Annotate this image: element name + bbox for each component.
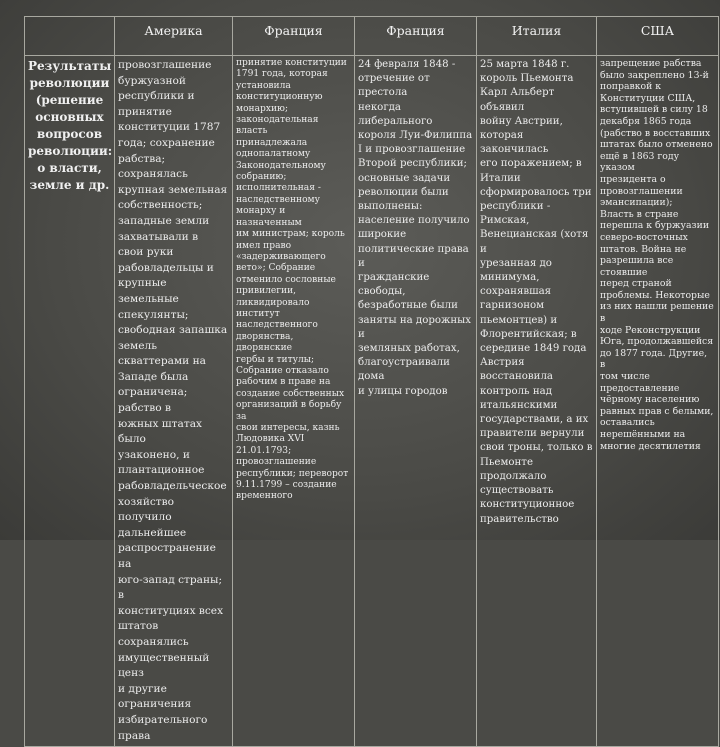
cell-italy: 25 марта 1848 г. король Пьемонта Карл Альберт объявил войну Австрии, которая закончилась его поражением; в Италии сформировалось три республики - Римская, Венецианская (хотя и урезанная до минимума, сохранявшая гарнизоном пьемонтцев) и Флорентийская; в середине 1849 года Австрия восстановила контроль над итальянскими государствами, а их правители вернули свои троны, только в Пьемонте продолжало существовать конституционное правительство [477,56,597,747]
row-header-results [25,56,115,747]
header-america: Америка [115,17,233,56]
header-france-1: Франция [233,17,355,56]
header-empty [25,17,115,56]
row-header-text: Результаты революции (решение основных вопросов революции: о власти, земле и др. [28,59,113,192]
header-italy: Италия [477,17,597,56]
cell-usa: запрещение рабства было закреплено 13-й поправкой к Конституции США, вступившей в силу 18 декабря 1865 года (рабство в восставших штатах было отменено ещё в 1863 году указом президента о провозглашении эмансипации); Власть в стране перешла к буржуазии северо-восточных штатов. Война не разрешила все стоявшие перед страной проблемы. Некоторые из них нашли решение в ходе Реконструкции Юга, продолжавшейся до 1877 года. Другие, в том числе предоставление чёрному населению равных прав с белыми, оставались нерешёнными на многие десятилетия [597,56,719,747]
cell-france-2: 24 февраля 1848 - отречение от престола некогда либерального короля Луи-Филиппа I и провозглашение Второй республики; основные задачи революции были выполнены: население получило широкие политические права и гражданские свободы, безработные были заняты на дорожных и земляных работах, благоустраивали дома и улицы городов [355,56,477,747]
results-row [25,56,719,747]
header-row [25,17,719,56]
comparison-table [24,16,719,747]
cell-america: провозглашение буржуазной республики и принятие конституции 1787 года; сохранение рабства; сохранялась крупная земельная собственность; западные земли захватывали в свои руки рабовладельцы и крупные земельные спекулянты; свободная запашка земель скваттерами на Западе была ограничена; рабство в южных штатах было узаконено, и плантационное рабовладельческое хозяйство получило дальнейшее распространение на юго-запад страны; в конституциях всех штатов сохранялись имущественный ценз и другие ограничения избирательного права [115,56,233,747]
header-france-2: Франция [355,17,477,56]
cell-france-1: принятие конституции 1791 года, которая установила конституционную монархию; законодательная власть принадлежала однопалатному Законодательному собранию; исполнительная - наследственному монарху и назначенным им министрам; король имел право «задерживающего вето»; Собрание отменило сословные привилегии, ликвидировало институт наследственного дворянства, дворянские гербы и титулы; Собрание отказало рабочим в праве на создание собственных организаций в борьбу за свои интересы, казнь Людовика XVI 21.01.1793; провозглашение республики; переворот 9.11.1799 – создание временного [233,56,355,747]
header-usa: США [597,17,719,56]
